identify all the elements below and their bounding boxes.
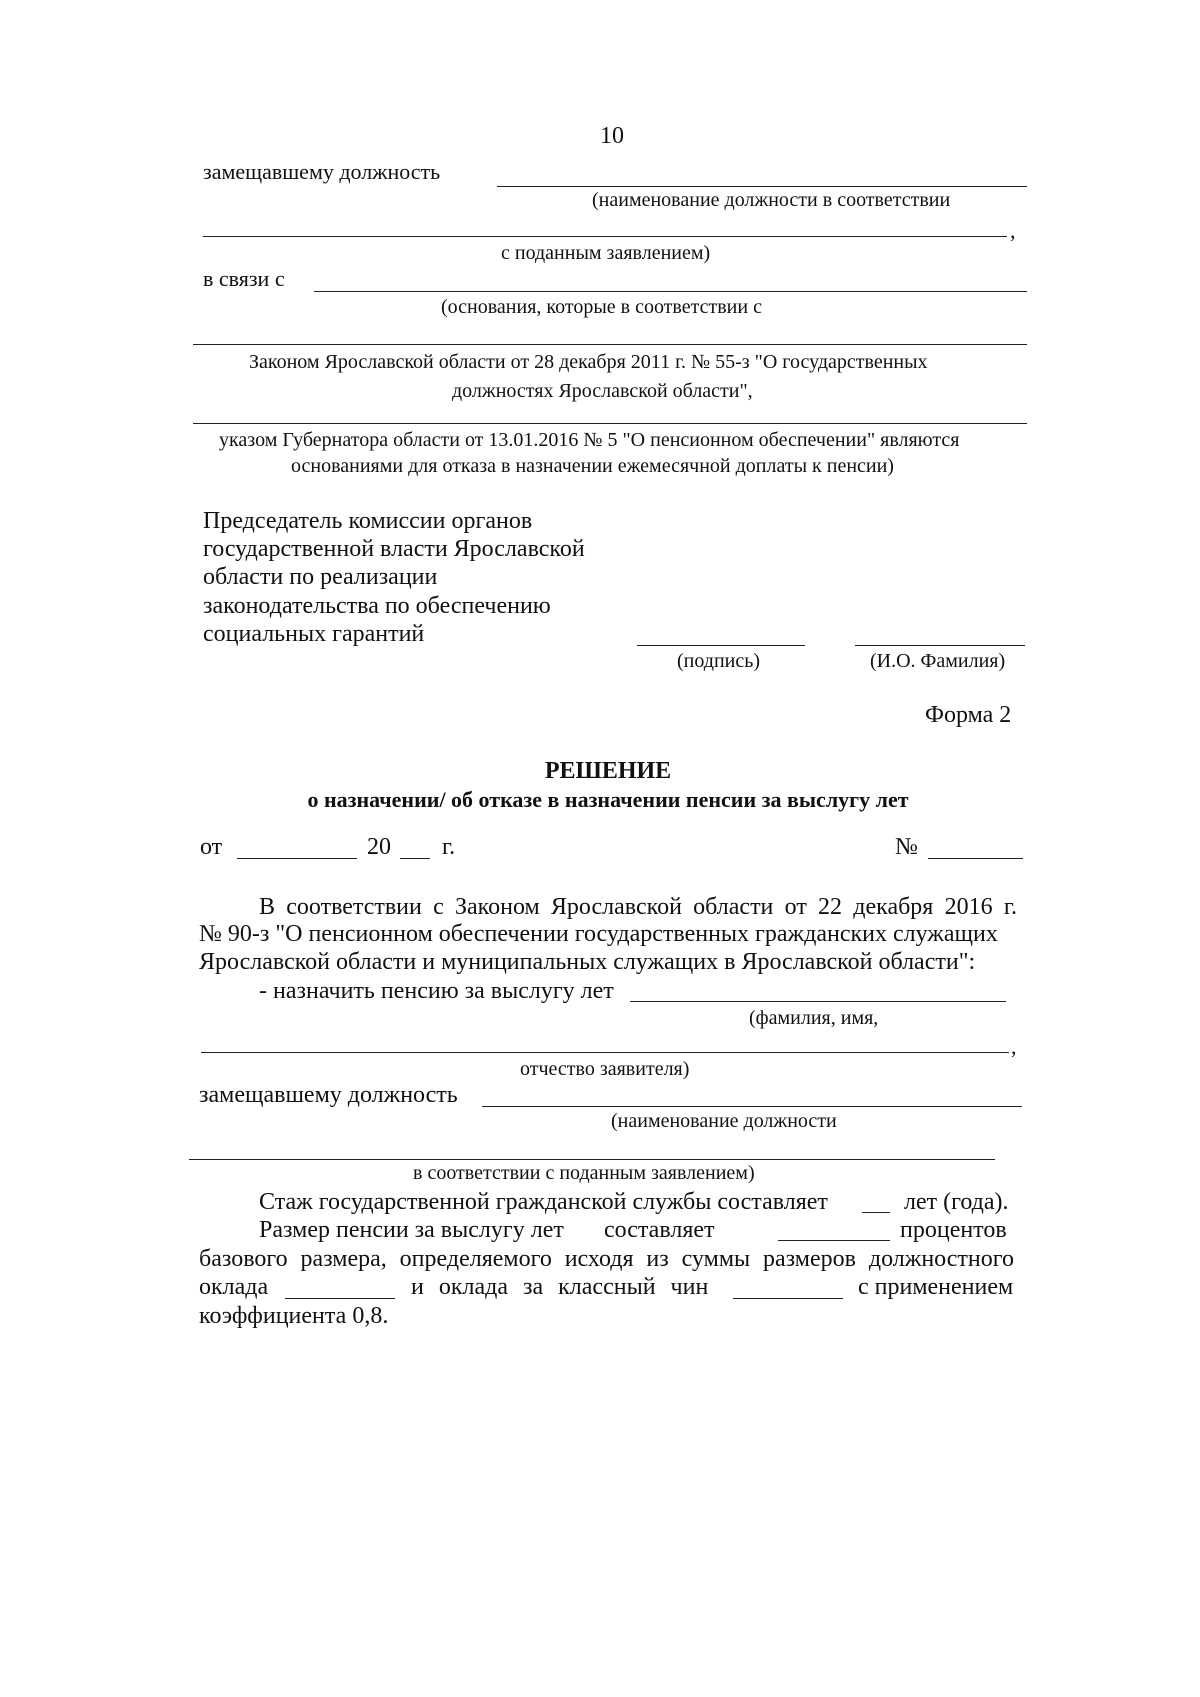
number-sign: №	[895, 834, 918, 860]
position-fill-line-2	[203, 236, 1007, 237]
law-line-1: Законом Ярославской области от 28 декабря 2011 г. № 55-з "О государственных	[249, 351, 928, 373]
signature-caption: (подпись)	[677, 650, 761, 672]
chairman-line-4: законодательства по обеспечению	[203, 593, 551, 619]
chairman-line-2: государственной власти Ярославской	[203, 536, 585, 562]
pension-text-c: процентов	[900, 1217, 1007, 1243]
rank-fill-line	[733, 1298, 843, 1299]
form2-position-label: замещавшему должность	[199, 1082, 458, 1108]
position-fill-line	[497, 186, 1027, 187]
reason-fill-line-2	[193, 344, 1027, 345]
assign-label: - назначить пенсию за выслугу лет	[259, 978, 614, 1004]
para1-line1: В соответствии с Законом Ярославской области от 22 декабря 2016 г.	[259, 894, 1017, 920]
law-line-2: должностях Ярославской области",	[452, 380, 753, 402]
name-line	[855, 645, 1025, 646]
chairman-line-1: Председатель комиссии органов	[203, 508, 533, 534]
fio-hint-2: отчество заявителя)	[520, 1058, 690, 1080]
pension-fill-line	[778, 1240, 890, 1241]
base-line: базового размера, определяемого исходя из суммы размеров должностного	[199, 1246, 1014, 1272]
reason-fill-line-3	[193, 423, 1027, 424]
reason-label: в связи с	[203, 266, 285, 291]
name-caption: (И.О. Фамилия)	[870, 650, 1006, 672]
number-fill-line	[928, 858, 1023, 859]
pension-text-a: Размер пенсии за выслугу лет	[259, 1217, 564, 1243]
date-prefix: от	[200, 834, 223, 860]
fio-comma: ,	[1011, 1034, 1017, 1059]
salary-text-a: оклада	[199, 1274, 269, 1300]
para1-line2: № 90-з "О пенсионном обеспечении государственных гражданских служащих	[199, 921, 998, 947]
form2-position-fill-line-2	[189, 1159, 995, 1160]
position-label: замещавшему должность	[203, 159, 441, 184]
chairman-line-3: области по реализации	[203, 564, 438, 590]
pension-text-b: составляет	[604, 1217, 715, 1243]
decision-title: РЕШЕНИЕ	[544, 758, 672, 784]
service-text-a: Стаж государственной гражданской службы составляет	[259, 1189, 828, 1215]
salary-text-b: и оклада за классный чин	[411, 1274, 709, 1300]
service-text-b: лет (года).	[904, 1189, 1009, 1215]
form2-position-fill-line	[482, 1106, 1022, 1107]
reason-hint-1: (основания, которые в соответствии с	[441, 296, 762, 318]
form-label: Форма 2	[925, 702, 1012, 728]
coefficient-text: коэффициента 0,8.	[199, 1303, 389, 1329]
date-fill-line	[237, 858, 357, 859]
form2-position-hint-2: в соответствии с поданным заявлением)	[413, 1162, 755, 1184]
service-fill-line	[862, 1212, 890, 1213]
fio-hint-1: (фамилия, имя,	[749, 1007, 879, 1029]
form2-position-hint-1: (наименование должности	[611, 1110, 837, 1132]
fio-fill-line	[201, 1052, 1009, 1053]
decision-subtitle: о назначении/ об отказе в назначении пенсии за выслугу лет	[307, 787, 909, 812]
signature-line	[637, 645, 805, 646]
position-hint-2: с поданным заявлением)	[501, 242, 711, 264]
position-comma: ,	[1010, 218, 1016, 243]
year-suffix: г.	[442, 834, 456, 860]
year-prefix: 20	[367, 834, 391, 860]
salary-text-c: с применением	[858, 1274, 1014, 1300]
salary-fill-line	[285, 1298, 395, 1299]
page-number: 10	[600, 123, 624, 149]
decree-line-1: указом Губернатора области от 13.01.2016 № 5 "О пенсионном обеспечении" являются	[219, 429, 960, 451]
chairman-line-5: социальных гарантий	[203, 621, 425, 647]
decree-line-2: основаниями для отказа в назначении ежемесячной доплаты к пенсии)	[291, 455, 894, 477]
assign-fill-line	[630, 1001, 1006, 1002]
year-fill-line	[400, 858, 430, 859]
reason-fill-line	[314, 291, 1027, 292]
para1-line3: Ярославской области и муниципальных служащих в Ярославской области":	[199, 949, 976, 975]
position-hint-1: (наименование должности в соответствии	[592, 189, 951, 211]
